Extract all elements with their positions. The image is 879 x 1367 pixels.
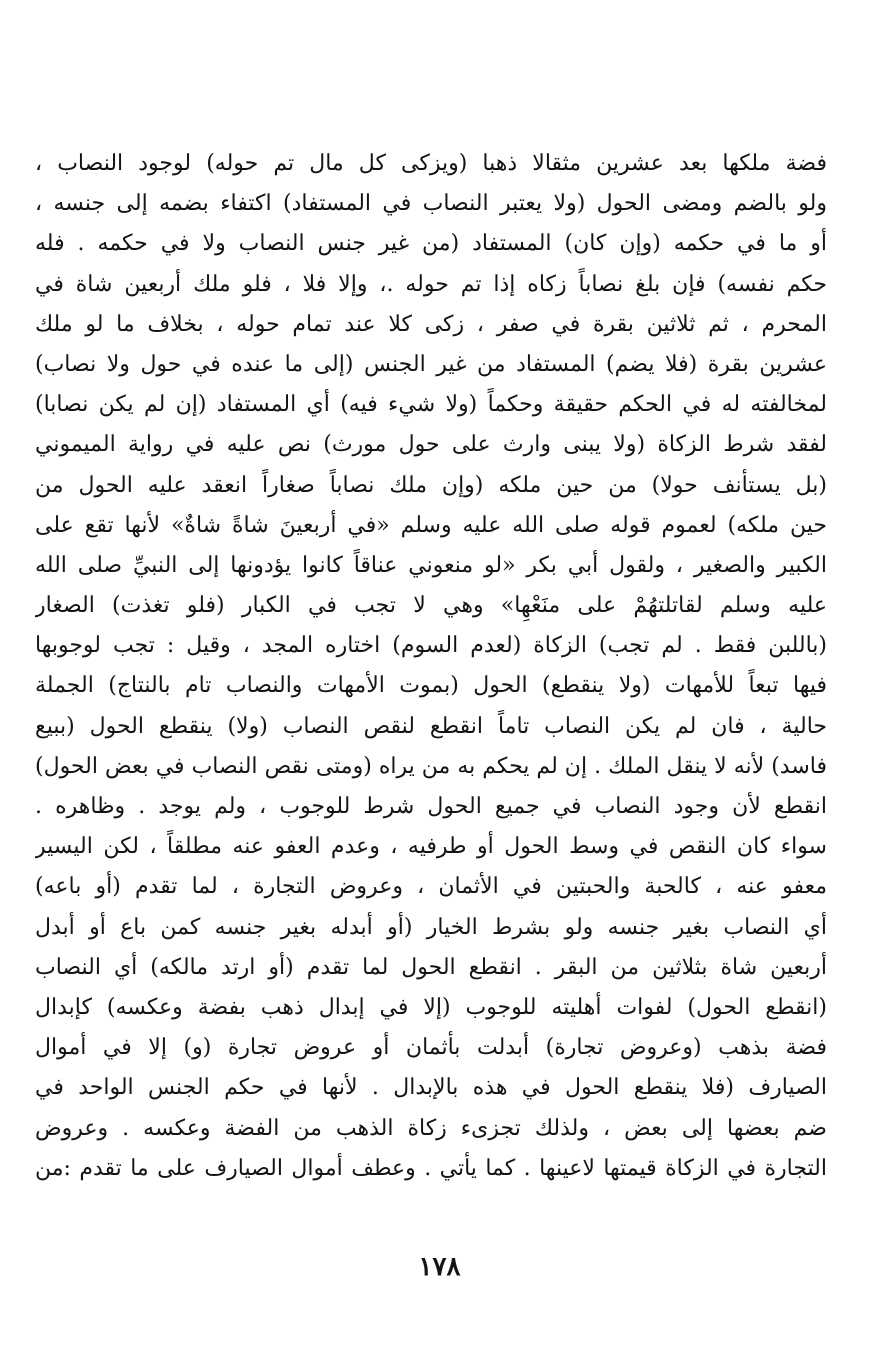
text-line: عشرين بقرة (فلا يضم) المستفاد من غير الجنس (إلى ما عنده في حول ولا نصاب)	[35, 351, 827, 377]
text-line: أي النصاب بغير جنسه ولو بشرط الخيار (أو أبدله بغير جنسه كمن باع أو أبدل	[35, 914, 827, 940]
text-line: انقطع لأن وجود النصاب في جميع الحول شرط للوجوب ، ولم يوجد . وظاهره .	[35, 794, 827, 819]
text-line: (باللبن فقط . لم تجب) الزكاة (لعدم السوم) اختاره المجد ، وقيل : تجب لوجوبها	[35, 633, 827, 659]
text-line: أو ما في حكمه (وإن كان) المستفاد (من غير جنس النصاب ولا في حكمه . فله	[35, 231, 827, 257]
text-line: حالية ، فان لم يكن النصاب تاماً انقطع لنقص النصاب (ولا) ينقطع الحول (ببيع	[35, 713, 827, 739]
body-text	[35, 144, 827, 1189]
text-line: المحرم ، ثم ثلاثين بقرة في صفر ، زكى كلا عند تمام حوله ، بخلاف ما لو ملك	[35, 311, 827, 337]
text-line: التجارة في الزكاة قيمتها لاعينها . كما يأتي . وعطف أموال الصيارف على ما تقدم :من	[35, 1155, 827, 1181]
text-line: فضة ملكها بعد عشرين مثقالا ذهبا (ويزكى كل مال تم حوله) لوجود النصاب ،	[35, 151, 827, 176]
text-line: فاسد) لأنه لا ينقل الملك . إن لم يحكم به من يراه (ومتى نقص النصاب في بعض الحول)	[35, 753, 827, 779]
text-line: فضة بذهب (وعروض تجارة) أبدلت بأثمان أو عروض تجارة (و) إلا في أموال	[35, 1035, 827, 1061]
text-line: (بل يستأنف حولا) من حين ملكه (وإن ملك نصاباً صغاراً انعقد عليه الحول من	[35, 472, 827, 498]
text-line: فيها تبعاً للأمهات (ولا ينقطع) الحول (بموت الأمهات والنصاب تام بالنتاج) الجملة	[35, 673, 827, 699]
text-line: معفو عنه ، كالحبة والحبتين في الأثمان ، وعروض التجارة ، لما تقدم (أو باعه)	[35, 874, 827, 900]
text-line: الصيارف (فلا ينقطع الحول في هذه بالإبدال . لأنها في حكم الجنس الواحد في	[35, 1075, 827, 1101]
text-line: سواء كان النقص في وسط الحول أو طرفيه ، وعدم العفو عنه مطلقاً ، لكن اليسير	[35, 834, 827, 860]
text-line: ولو بالضم ومضى الحول (ولا يعتبر النصاب في المستفاد) اكتفاء بضمه إلى جنسه ،	[35, 191, 827, 217]
page-number: ١٧٨	[418, 1252, 461, 1282]
text-line: حين ملكه) لعموم قوله صلى الله عليه وسلم «في أربعينَ شاةً شاةٌ» لأنها تقع على	[35, 512, 827, 538]
text-line: الكبير والصغير ، ولقول أبي بكر «لو منعوني عناقاً كانوا يؤدونها إلى النبيِّ صلى الله	[35, 552, 827, 578]
text-line: عليه وسلم لقاتلتهُمْ على منَعْهِا» وهي لا تجب في الكبار (فلو تغذت) الصغار	[35, 593, 827, 619]
text-line: لفقد شرط الزكاة (ولا يبنى وارث على حول مورث) نص عليه في رواية الميموني	[35, 432, 827, 458]
text-line: حكم نفسه) فإن بلغ نصاباً زكاه إذا تم حوله .، وإلا فلا ، فلو ملك أربعين شاة في	[35, 271, 827, 297]
text-line: (انقطع الحول) لفوات أهليته للوجوب (إلا في إبدال ذهب بفضة وعكسه) كإبدال	[35, 994, 827, 1020]
text-line: أربعين شاة بثلاثين من البقر . انقطع الحول لما تقدم (أو ارتد مالكه) أي النصاب	[35, 954, 827, 980]
text-line: ضم بعضها إلى بعض ، ولذلك تجزىء زكاة الذهب من الفضة وعكسه . وعروض	[35, 1115, 827, 1141]
text-line: لمخالفته له في الحكم حقيقة وحكماً (ولا شيء فيه) أي المستفاد (إن لم يكن نصابا)	[35, 392, 827, 418]
